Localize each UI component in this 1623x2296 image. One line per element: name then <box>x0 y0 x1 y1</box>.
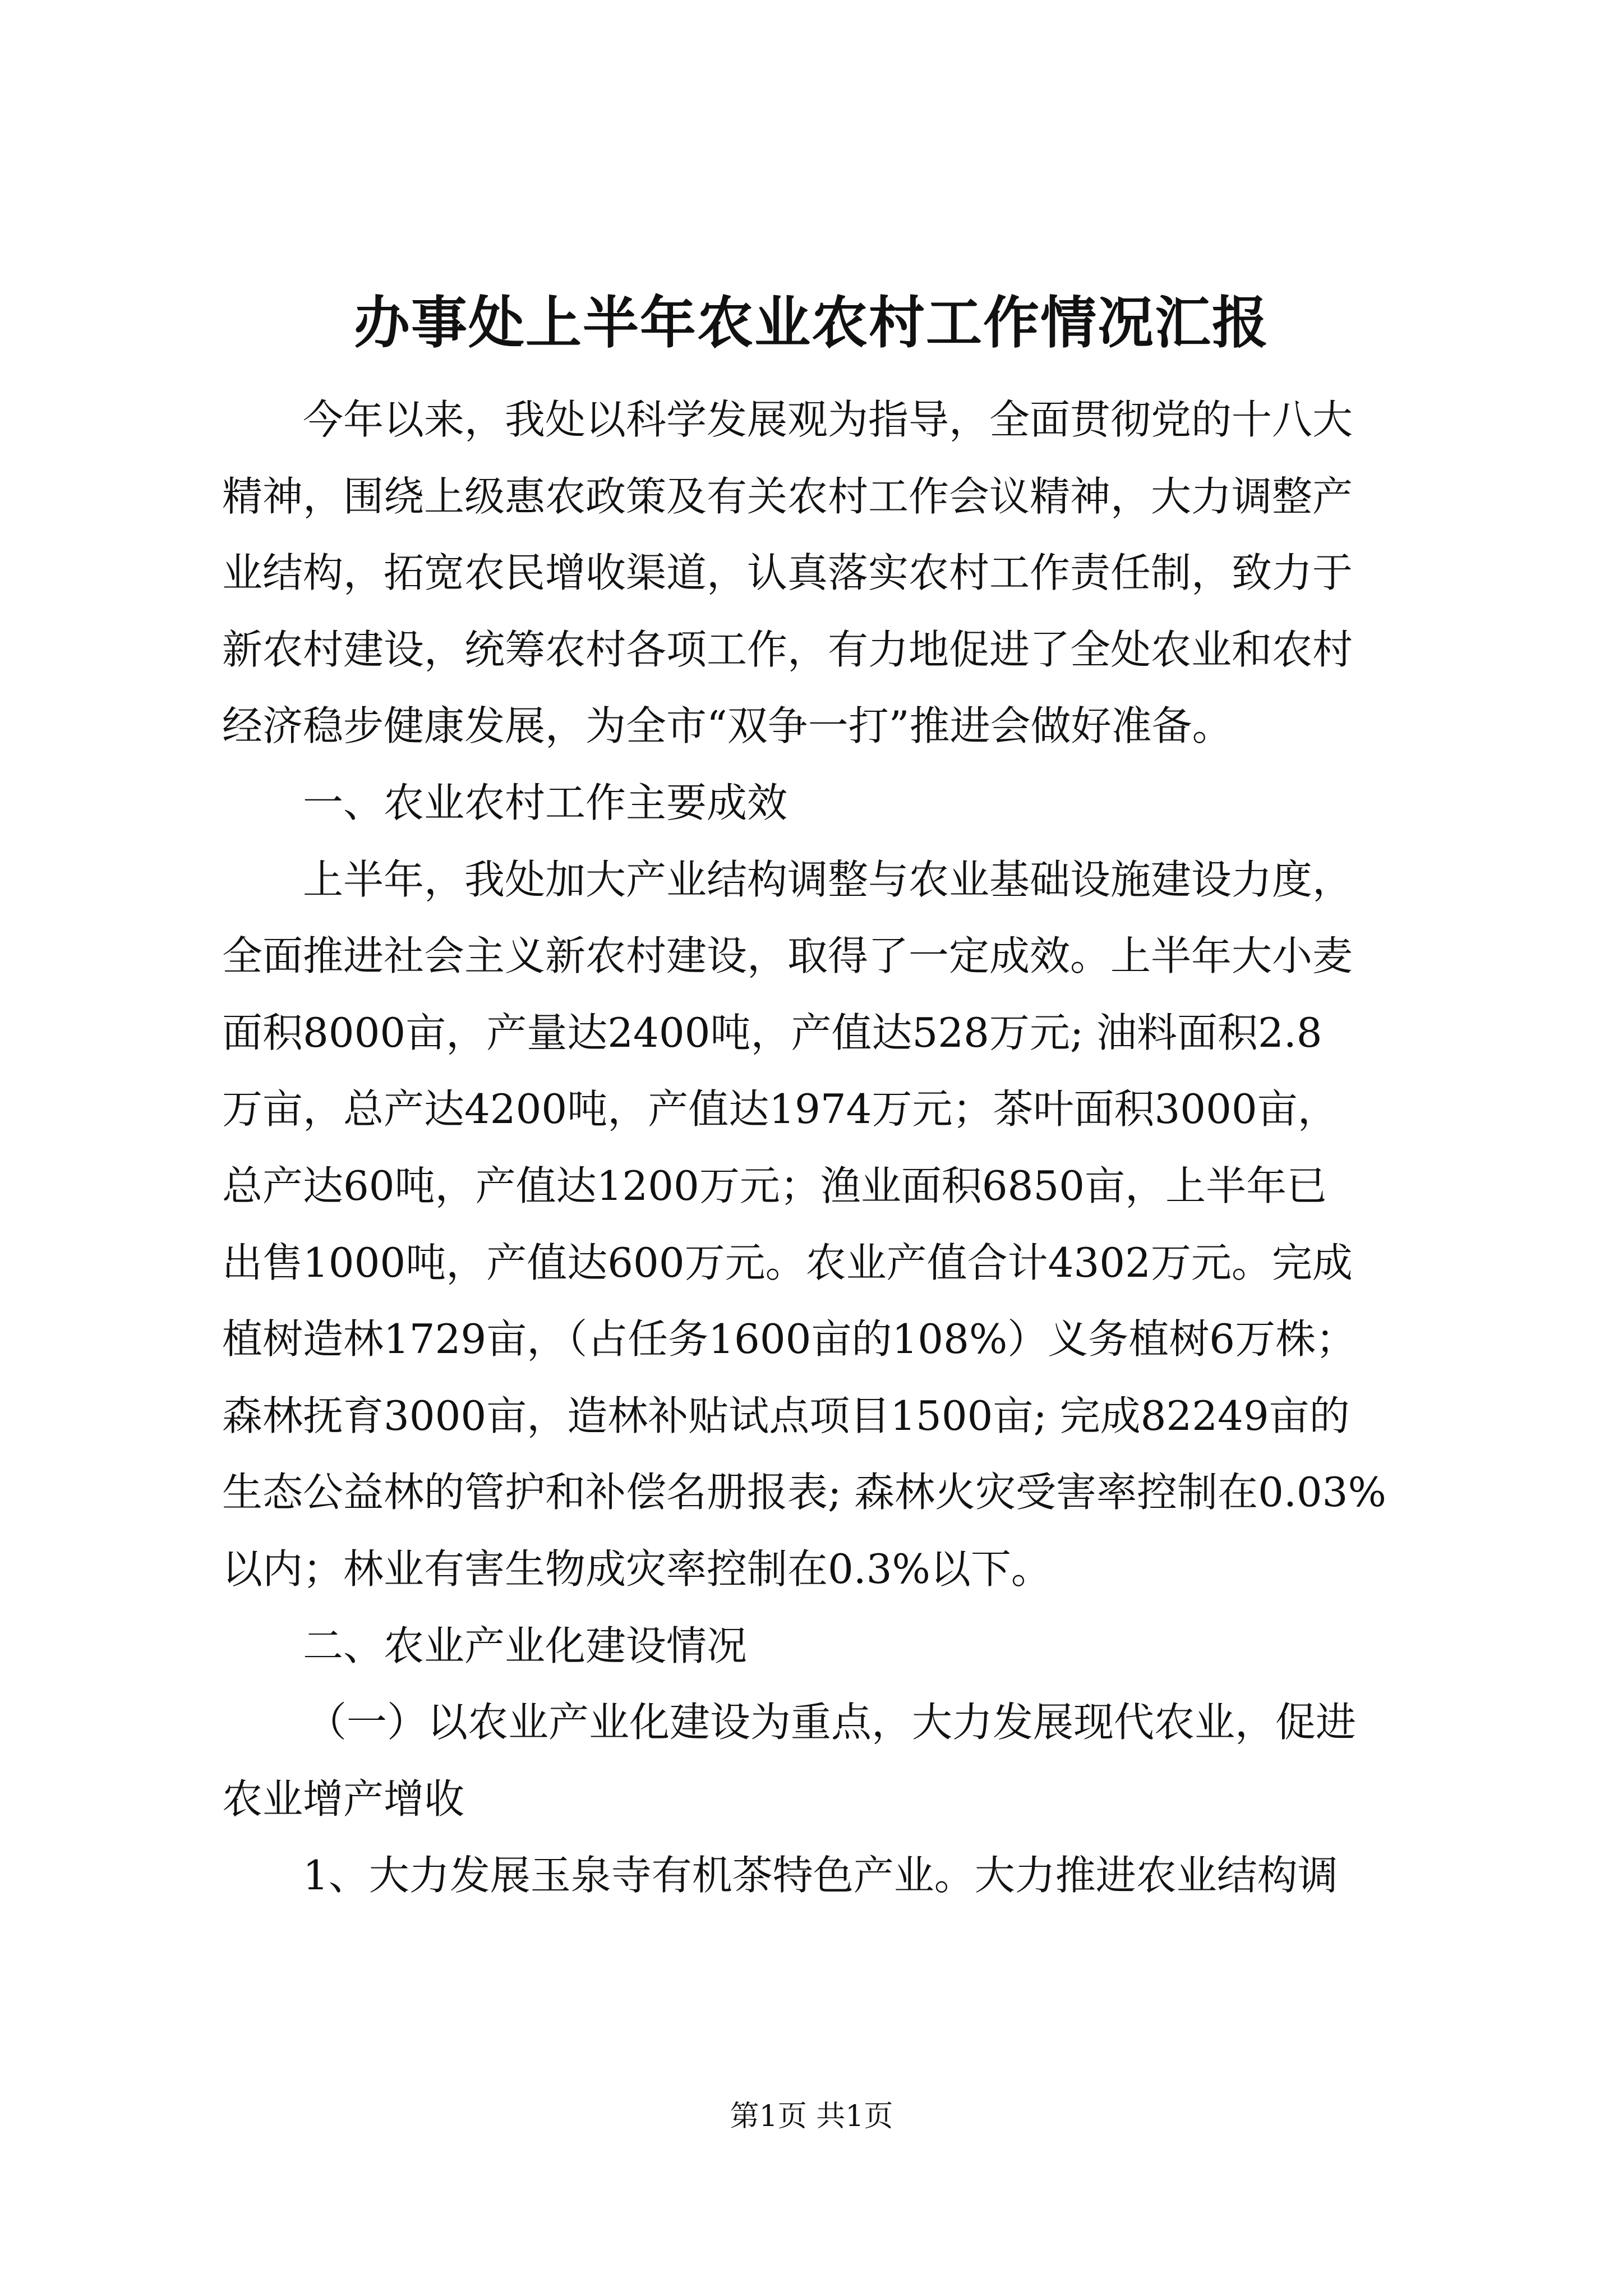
body-line: 生态公益林的管护和补偿名册报表; 森林火灾受害率控制在0.03% <box>222 1469 1386 1516</box>
document-body <box>222 381 1433 1914</box>
body-line: 出售1000吨，产值达600万元。农业产值合计4302万元。完成 <box>222 1239 1353 1286</box>
body-line: 业结构，拓宽农民增收渠道，认真落实农村工作责任制，致力于 <box>222 549 1353 597</box>
body-line: 新农村建设，统筹农村各项工作，有力地促进了全处农业和农村 <box>222 625 1353 673</box>
body-line: 1、大力发展玉泉寺有机茶特色产业。大力推进农业结构调 <box>303 1852 1338 1899</box>
body-line: 全面推进社会主义新农村建设，取得了一定成效。上半年大小麦 <box>222 932 1353 980</box>
section-heading-2: 二、农业产业化建设情况 <box>303 1622 748 1669</box>
body-line: 植树造林1729亩，（占任务1600亩的108%）义务植树6万株； <box>222 1315 1357 1363</box>
body-line: 今年以来，我处以科学发展观为指导，全面贯彻党的十八大 <box>303 396 1353 443</box>
body-line: 精神，围绕上级惠农政策及有关农村工作会议精神，大力调整产 <box>222 472 1353 520</box>
subsection-heading-1: （一）以农业产业化建设为重点，大力发展现代农业，促进 <box>306 1699 1357 1746</box>
document-title: 办事处上半年农业农村工作情况汇报 <box>354 289 1269 356</box>
section-heading-1: 一、农业农村工作主要成效 <box>303 779 788 826</box>
body-line: 万亩，总产达4200吨，产值达1974万元；茶叶面积3000亩， <box>222 1085 1338 1133</box>
body-line: 总产达60吨，产值达1200万元；渔业面积6850亩，上半年已 <box>222 1162 1327 1209</box>
body-line: 面积8000亩，产量达2400吨，产值达528万元; 油料面积2.8 <box>222 1009 1322 1056</box>
body-line: 上半年，我处加大产业结构调整与农业基础设施建设力度， <box>303 855 1353 903</box>
body-line: 以内；林业有害生物成灾率控制在0.3%以下。 <box>222 1545 1052 1593</box>
body-line: 森林抚育3000亩，造林补贴试点项目1500亩; 完成82249亩的 <box>222 1392 1350 1439</box>
body-line: 经济稳步健康发展，为全市“双争一打”推进会做好准备。 <box>222 702 1233 750</box>
subsection-heading-1-cont: 农业增产增收 <box>222 1775 465 1823</box>
page-footer: 第1页 共1页 <box>730 2100 893 2133</box>
